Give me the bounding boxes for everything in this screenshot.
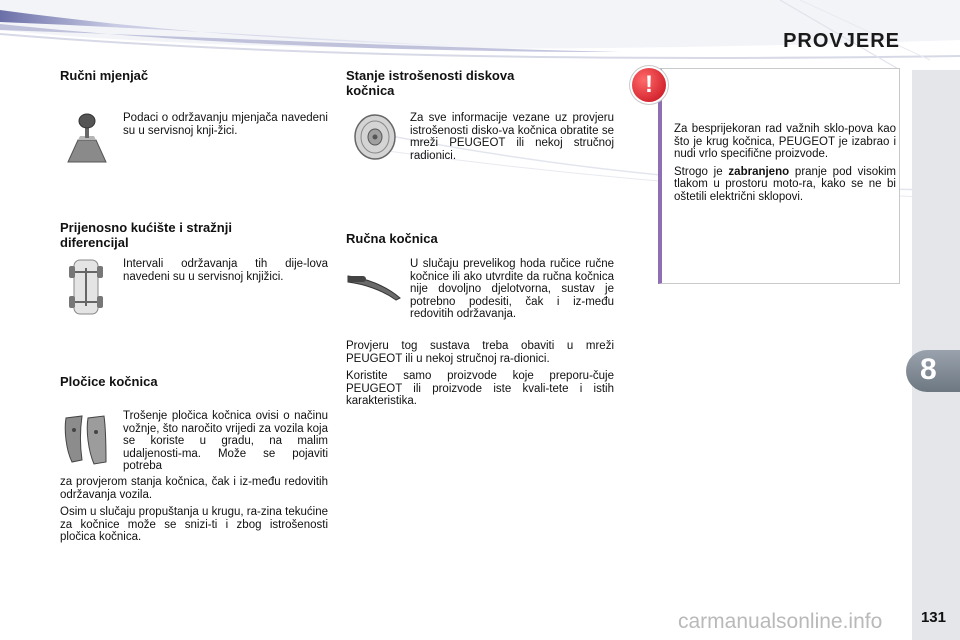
warning-note-box	[658, 68, 900, 284]
handbrake-text-first	[410, 258, 614, 321]
brake-pads-text-rest	[60, 476, 328, 544]
paragraph: Koristite samo proizvode koje preporu-čuje PEUGEOT ili proizvode iste kvali-tete i istih karakteristika.	[346, 370, 614, 407]
brake-disc-icon	[352, 112, 398, 162]
paragraph: Intervali održavanja tih dije-lova navedeni su u servisnoj knjižici.	[123, 258, 328, 283]
section-manual-gearbox	[60, 68, 328, 83]
note-paragraph: Za besprijekoran rad važnih sklo-pova kao što je krug kočnica, PEUGEOT je izabrao i nudi vrlo specifične proizvode.	[674, 123, 896, 160]
warning-icon: !	[632, 68, 666, 102]
brake-discs-text	[410, 112, 614, 162]
section-handbrake	[346, 231, 614, 246]
watermark: carmanualsonline.info	[678, 610, 883, 633]
paragraph: Provjeru tog sustava treba obaviti u mreži PEUGEOT ili u nekoj stručnoj ra-dionici.	[346, 340, 614, 365]
manual-gearbox-text	[123, 112, 328, 137]
paragraph: Za sve informacije vezane uz provjeru istrošenosti disko-va kočnica obratite se mreži PEUGEOT ili nekoj stručnoj radionici.	[410, 112, 614, 162]
section-brake-discs	[346, 68, 614, 98]
section-title: Ručni mjenjač	[60, 68, 149, 83]
gear-lever-icon	[64, 112, 110, 166]
page-title: PROVJERE	[783, 30, 900, 52]
note-content	[674, 123, 896, 203]
chapter-tab	[906, 350, 960, 392]
paragraph: za provjerom stanja kočnica, čak i iz-među redovitih održavanja vozila.	[60, 476, 328, 501]
brake-pads-icon	[62, 410, 112, 466]
section-transfer-case	[60, 220, 328, 250]
section-title: Ručna kočnica	[346, 231, 438, 246]
brake-pads-text-first	[123, 410, 328, 473]
paragraph: Podaci o održavanju mjenjača navedeni su u servisnoj knji-žici.	[123, 112, 328, 137]
handbrake-lever-icon	[346, 266, 402, 302]
section-title: Pločice kočnica	[60, 374, 158, 389]
paragraph: U slučaju prevelikog hoda ručice ručne kočnice ili ako utvrdite da ručna kočnica nije dovoljno djelotvorna, sustav je potrebno podesiti, čak i iz-među redovitih održavanja.	[410, 258, 614, 320]
drivetrain-icon	[68, 258, 104, 316]
paragraph: Osim u slučaju propuštanja u krugu, ra-zina tekućine za kočnice može se snizi-ti i zbog istrošenosti pločica kočnica.	[60, 506, 328, 543]
section-brake-pads	[60, 374, 328, 389]
page-number: 131	[920, 609, 946, 626]
section-title: Prijenosno kućište i stražnji diferencijal	[60, 220, 232, 250]
transfer-case-text	[123, 258, 328, 283]
chapter-number: 8	[920, 353, 937, 386]
handbrake-text-rest	[346, 340, 614, 408]
note-paragraph: Strogo je zabranjeno pranje pod visokim tlakom u prostoru moto-ra, kako se ne bi oštetili električni sklopovi.	[674, 165, 896, 203]
paragraph: Trošenje pločica kočnica ovisi o načinu vožnje, što naročito vrijedi za vozila koja se koriste u gradu, na malim udaljenosti-ma. Može se pojaviti potreba	[123, 410, 328, 472]
section-title: Stanje istrošenosti diskova kočnica	[346, 68, 515, 98]
